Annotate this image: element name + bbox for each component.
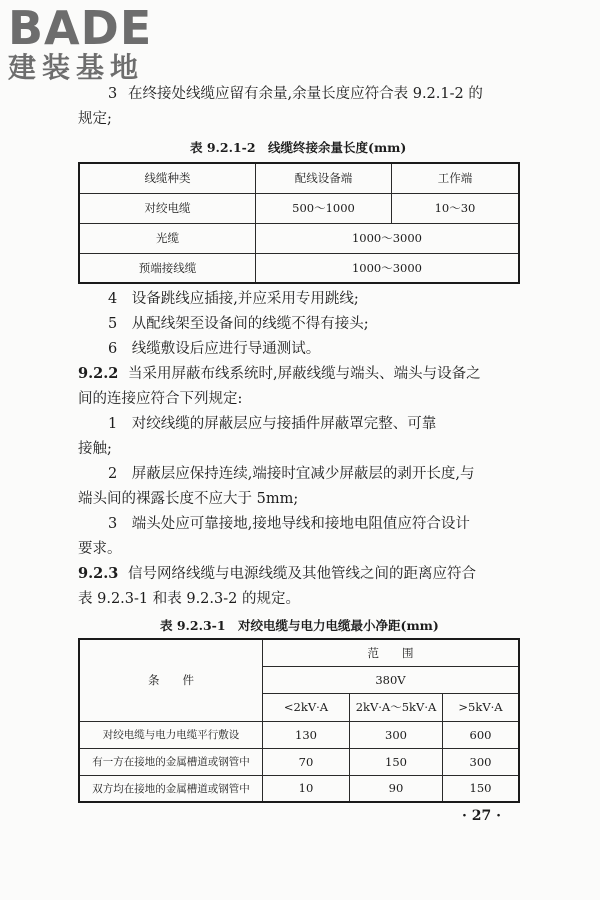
page-number: · 27 ·: [462, 808, 501, 824]
table-row: [79, 748, 519, 775]
table2-header-row: [79, 639, 519, 666]
item3-line2: 规定;: [78, 111, 112, 127]
table-cell: 300: [350, 721, 443, 748]
table1-header: 工作端: [392, 163, 520, 193]
clause-9-2-2-item3-line2: 要求。: [78, 541, 122, 557]
table-cell: 500～1000: [256, 193, 392, 223]
table-cell: 1000～3000: [256, 253, 520, 283]
table-cell: 对绞电缆: [79, 193, 256, 223]
table1-header-row: [79, 163, 519, 193]
table-cell: 10～30: [392, 193, 520, 223]
item5: 5 从配线架至设备间的线缆不得有接头;: [108, 316, 369, 332]
clause-9-2-2-line1: 当采用屏蔽布线系统时,屏蔽线缆与端头、端头与设备之: [128, 366, 481, 382]
table2-column-header: 2kV·A～5kV·A: [350, 693, 443, 721]
item4: 4 设备跳线应插接,并应采用专用跳线;: [108, 291, 359, 307]
table-cell: 130: [263, 721, 350, 748]
logo-subtitle: 建装基地: [8, 51, 145, 84]
table-cell: 600: [443, 721, 520, 748]
table1-caption: 表 9.2.1-2 线缆终接余量长度(mm): [190, 140, 407, 155]
table-cell: 有一方在接地的金属槽道或钢管中: [79, 748, 263, 775]
clause-9-2-3-line1: 信号网络线缆与电源线缆及其他管线之间的距离应符合: [128, 566, 476, 582]
clause-9-2-2-line2: 间的连接应符合下列规定:: [78, 391, 243, 407]
table-cell: 70: [263, 748, 350, 775]
logo-wordmark: BADE: [8, 1, 153, 55]
table-row: [79, 775, 519, 802]
bade-logo: [8, 1, 188, 84]
table2-range-header: 范 围: [263, 639, 520, 666]
table-cell: 300: [443, 748, 520, 775]
clause-9-2-2-item2-line2: 端头间的裸露长度不应大于 5mm;: [78, 491, 299, 507]
table-cell: 对绞电缆与电力电缆平行敷设: [79, 721, 263, 748]
item6: 6 线缆敷设后应进行导通测试。: [108, 341, 321, 357]
table-cell: 1000～3000: [256, 223, 520, 253]
table-row: [79, 721, 519, 748]
table2-column-header: <2kV·A: [263, 693, 350, 721]
table-cell: 10: [263, 775, 350, 802]
table-row: [79, 223, 519, 253]
table2-condition-header: 条 件: [79, 639, 263, 721]
clause-9-2-3-number: 9.2.3: [78, 565, 119, 582]
table2-caption: 表 9.2.3-1 对绞电缆与电力电缆最小净距(mm): [160, 618, 439, 633]
table-cell: 双方均在接地的金属槽道或钢管中: [79, 775, 263, 802]
table1-header: 线缆种类: [79, 163, 256, 193]
clause-9-2-3-line2: 表 9.2.3-1 和表 9.2.3-2 的规定。: [78, 591, 300, 607]
table-cell: 90: [350, 775, 443, 802]
item3-number: 3: [108, 86, 118, 102]
clause-9-2-2-item1-line2: 接触;: [78, 441, 112, 457]
table-row: [79, 253, 519, 283]
table-cell: 预端接线缆: [79, 253, 256, 283]
table1-header: 配线设备端: [256, 163, 392, 193]
clause-9-2-2-item1-line1: 1 对绞线缆的屏蔽层应与接插件屏蔽罩完整、可靠: [108, 416, 437, 432]
table2-column-header: >5kV·A: [443, 693, 520, 721]
clause-9-2-2-item3-line1: 3 端头处应可靠接地,接地导线和接地电阻值应符合设计: [108, 516, 470, 532]
table-row: [79, 193, 519, 223]
clause-9-2-2-number: 9.2.2: [78, 365, 119, 382]
clause-9-2-2-item2-line1: 2 屏蔽层应保持连续,端接时宜减少屏蔽层的剥开长度,与: [108, 466, 475, 482]
table2-voltage: 380V: [263, 666, 520, 693]
item3-line1: 在终接处线缆应留有余量,余量长度应符合表 9.2.1-2 的: [128, 86, 483, 102]
table-cell: 150: [350, 748, 443, 775]
table-cell: 150: [443, 775, 520, 802]
table2: [78, 638, 520, 803]
table1: [78, 162, 520, 284]
table-cell: 光缆: [79, 223, 256, 253]
